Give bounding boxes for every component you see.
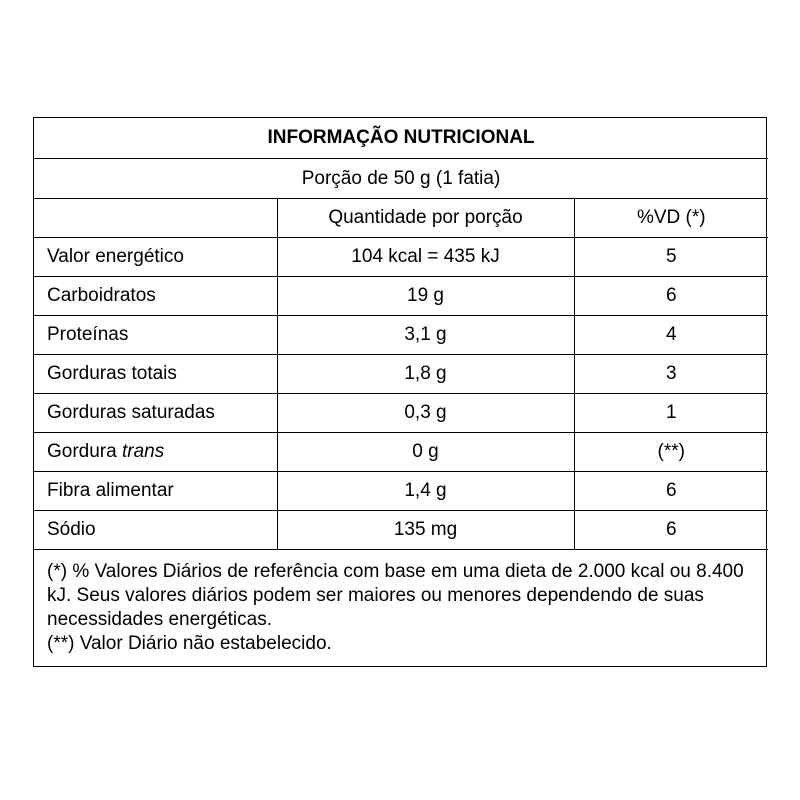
nutrient-daily-value: 6 — [574, 276, 768, 315]
nutrient-name: Gorduras saturadas — [34, 393, 277, 432]
portion-row — [34, 158, 768, 198]
nutrition-facts-label — [33, 117, 767, 667]
table-title: INFORMAÇÃO NUTRICIONAL — [34, 118, 768, 158]
nutrient-daily-value: 6 — [574, 510, 768, 549]
nutrient-name: Fibra alimentar — [34, 471, 277, 510]
nutrient-quantity: 104 kcal = 435 kJ — [277, 237, 574, 276]
portion-size: Porção de 50 g (1 fatia) — [34, 158, 768, 198]
footnotes — [34, 550, 766, 666]
nutrition-table — [34, 118, 768, 550]
table-row — [34, 510, 768, 549]
nutrient-name: Valor energético — [34, 237, 277, 276]
nutrient-daily-value: 5 — [574, 237, 768, 276]
nutrient-quantity: 135 mg — [277, 510, 574, 549]
nutrient-name: Carboidratos — [34, 276, 277, 315]
nutrient-daily-value: 6 — [574, 471, 768, 510]
table-row — [34, 471, 768, 510]
nutrient-name: Sódio — [34, 510, 277, 549]
table-row — [34, 237, 768, 276]
nutrient-name: Gorduras totais — [34, 354, 277, 393]
column-header-daily-value: %VD (*) — [574, 198, 768, 237]
nutrient-quantity: 19 g — [277, 276, 574, 315]
footnote-not-established: (**) Valor Diário não estabelecido. — [47, 632, 332, 654]
nutrient-quantity: 1,4 g — [277, 471, 574, 510]
header-row — [34, 198, 768, 237]
table-row — [34, 354, 768, 393]
nutrient-name-prefix: Gordura — [47, 441, 122, 462]
nutrient-daily-value: (**) — [574, 432, 768, 471]
table-row — [34, 393, 768, 432]
nutrient-name — [34, 432, 277, 471]
nutrient-quantity: 3,1 g — [277, 315, 574, 354]
nutrient-daily-value: 3 — [574, 354, 768, 393]
nutrient-daily-value: 4 — [574, 315, 768, 354]
nutrient-name-italic: trans — [121, 441, 165, 462]
column-header-nutrient — [34, 198, 277, 237]
nutrient-quantity: 0 g — [277, 432, 574, 471]
nutrient-daily-value: 1 — [574, 393, 768, 432]
column-header-quantity: Quantidade por porção — [277, 198, 574, 237]
title-row — [34, 118, 768, 158]
nutrient-quantity: 0,3 g — [277, 393, 574, 432]
nutrient-name: Proteínas — [34, 315, 277, 354]
table-row — [34, 276, 768, 315]
table-row — [34, 432, 768, 471]
table-row — [34, 315, 768, 354]
footnote-daily-values: (*) % Valores Diários de referência com base em uma dieta de 2.000 kcal ou 8.400 kJ. Seus valores diários podem ser maiores ou menores dependendo de suas necessidades energéticas. — [47, 560, 744, 630]
nutrient-quantity: 1,8 g — [277, 354, 574, 393]
